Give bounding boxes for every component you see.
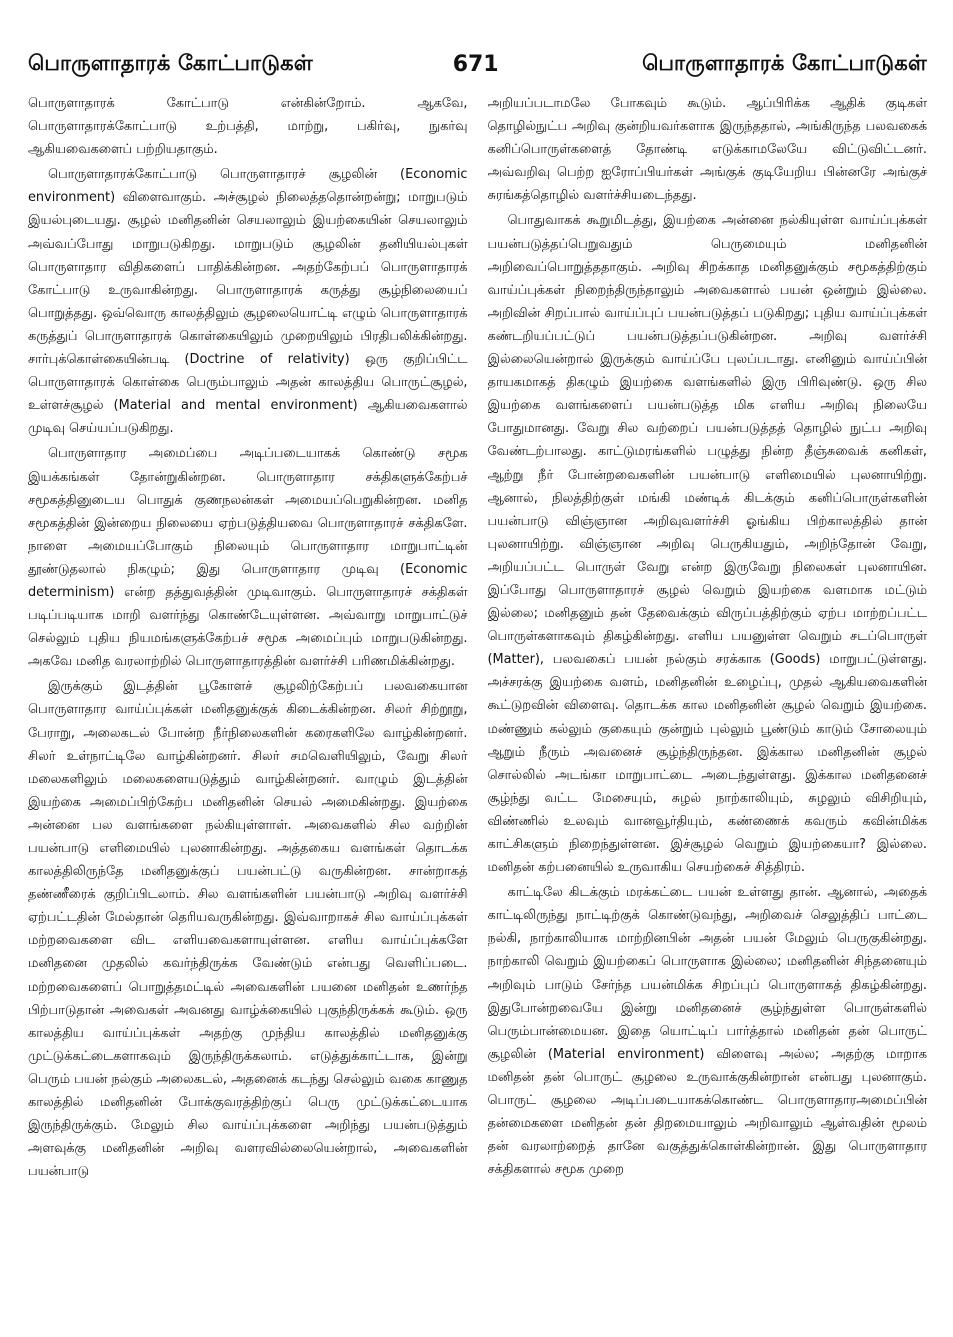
- paragraph: பொருளாதாரக்கோட்பாடு பொருளாதாரச் சூழலின் (Economic environment) விளைவாகும். அச்சூழல் நிலைத்ததொன்றன்று; மாறுபடும் இயல்புடையது. சூழல் மனிதனின் செயலாலும் இயற்கையின் செயலாலும் அவ்வப்போது மாறுபடுகிறது. மாறுபடும் சூழலின் தனியியல்புகள் பொருளாதார விதிகளைப் பாதிக்கின்றன. அதற்கேற்பப் பொருளாதாரக் கோட்பாடு உருவாகின்றது. பொருளாதாரக் கருத்து சூழ்நிலையைப் பொறுத்தது. ஒவ்வொரு காலத்திலும் சூழலையொட்டி எழும் பொருளாதாரக் கருத்துப் பொருளாதாரக் கொள்கையிலும் முறையிலும் பிரதிபலிக்கின்றது. சார்புக்கொள்கையின்படி (Doctrine of relativity) ஒரு குறிப்பிட்ட பொருளாதாரக் கொள்கை பெரும்பாலும் அதன் காலத்திய பொருட்சூழல், உள்ளச்சூழல் (Material and mental environment) ஆகியவைகளால் முடிவு செய்யப்படுகிறது.: [28, 167, 468, 437]
- right-column: [488, 92, 928, 1329]
- page-number: 671: [452, 51, 499, 77]
- paragraph: பொதுவாகக் கூறுமிடத்து, இயற்கை அன்னை நல்கியுள்ள வாய்ப்புக்கள் பயன்படுத்தப்பெறுவதும் பெருமையும் மனிதனின் அறிவைப்பொறுத்ததாகும். அறிவு சிறக்காத மனிதனுக்கும் சமூகத்திற்கும் வாய்ப்புக்கள் நிறைந்திருந்தாலும் அவைகளால் பயன் ஒன்றும் இல்லை. அறிவின் சிறப்பால் வாய்ப்புப் பயன்படுத்தப் படுகிறது; புதிய வாய்ப்புக்கள் கண்டறியப்பட்டுப் பயன்படுத்தப்படுகின்றன. அறிவு வளர்ச்சி இல்லையென்றால் இருக்கும் வாய்ப்பே புலப்படாது. எனினும் வாய்ப்பின் தாயகமாகத் திகழும் இயற்கை வளங்களில் இரு பிரிவுண்டு. ஒரு சில இயற்கை வளங்களைப் பயன்படுத்த மிக எளிய அறிவு நிலையே போதுமானது. வேறு சில வற்றைப் பயன்படுத்தத் தொழில் நுட்ப அறிவு வேண்டற்பாலது. காட்டுமரங்களில் பழுத்து நின்ற தீஞ்சுவைக் கனிகள், ஆற்று நீர் போன்றவைகளின் பயன்பாடு எளிமையில் புலனாயிற்று. ஆனால், நிலத்திற்குள் மங்கி மண்டிக் கிடக்கும் கனிப்பொருள்களின் பயன்பாடு விஞ்ஞான அறிவுவளர்ச்சி ஓங்கிய பிற்காலத்தில் தான் புலனாயிற்று. விஞ்ஞான அறிவு பெருகியதும், அறிந்தோன் வேறு, அறியப்பட்ட பொருள் வேறு என்ற இருவேறு நிலைகள் புலனாயின. இப்போது பொருளாதாரச் சூழல் வெறும் இயற்கை வளமாக மட்டும் இல்லை; மனிதனும் தன் தேவைக்கும் விருப்பத்திற்கும் ஏற்ப மாற்றப்பட்ட பொருள்களாகவும் திகழ்கின்றது. எளிய பயனுள்ள வெறும் சடப்பொருள் (Matter), பலவகைப் பயன் நல்கும் சரக்காக (Goods) மாறுபட்டுள்ளது. அச்சரக்கு இயற்கை வளம், மனிதனின் உழைப்பு, முதல் ஆகியவைகளின் கூட்டுறவின் விளைவு. தொடக்க கால மனிதனின் சூழல் வெறும் இயற்கை. மண்ணும் கல்லும் குகையும் குன்றும் புல்லும் பூண்டும் காடும் சோலையும் ஆறும் நீரும் அவனைச் சூழ்ந்திருந்தன. இக்கால மனிதனின் சூழல் சொல்லில் அடங்கா மாறுபாட்டை அடைந்துள்ளது. இக்கால மனிதனைச் சூழ்ந்து வட்ட மேசையும், சுழல் நாற்காலியும், சுழலும் விசிறியும், விண்ணில் உலவும் வானவூர்தியும், கண்ணைக் கவரும் கவின்மிக்க காட்சிகளும் நிறைந்துள்ளன. இச்சூழல் வெறும் இயற்கையா? இல்லை. மனிதன் கற்பனையில் உருவாகிய செயற்கைச் சித்திரம்.: [487, 213, 927, 876]
- paragraph: காட்டிலே கிடக்கும் மரக்கட்டை பயன் உள்ளது தான். ஆனால், அதைக் காட்டிலிருந்து நாட்டிற்குக் கொண்டுவந்து, அறிவைச் செலுத்திப் பாட்டை நல்கி, நாற்காலியாக மாற்றினபின் அதன் பயன் மேலும் பெருகுகின்றது. நாற்காலி வெறும் இயற்கைப் பொருளாக இல்லை; மனிதனின் சிந்தனையும் அறிவும் பாடும் சேர்ந்த பயன்மிக்க சிறப்புப் பொருளாகத் திகழ்கின்றது. இதுபோன்றவையே இன்று மனிதனைச் சூழ்ந்துள்ள பொருள்களில் பெரும்பான்மையன. இதை யொட்டிப் பார்த்தால் மனிதன் தன் பொருட் சூழலின் (Material environment) விளைவு அல்ல; அதற்கு மாறாக மனிதன் தன் பொருட் சூழலை உருவாக்குகின்றான் என்பது புலனாகும். பொருட் சூழலை அடிப்படையாகக்கொண்ட பொருளாதாரஅமைப்பின் தன்மைகளை மனிதன் தன் திறமையாலும் அறிவாலும் ஆள்வதின் மூலம் தன் வரலாற்றைத் தானே வகுத்துக்கொள்கின்றான். இது பொருளாதார சக்திகளால் சமூக முறை: [487, 885, 927, 1178]
- left-column: [28, 92, 468, 1329]
- running-head-left: பொருளாதாரக் கோட்பாடுகள்: [28, 50, 313, 75]
- paragraph: இருக்கும் இடத்தின் பூகோளச் சூழலிற்கேற்பப் பலவகையான பொருளாதார வாய்ப்புக்கள் மனிதனுக்குக் கிடைக்கின்றன. சிலர் சிற்றூறு, பேராறு, அலைகடல் போன்ற நீர்நிலைகளின் கரைகளிலே வாழ்கின்றனர். சிலர் உள்நாட்டிலே வாழ்கின்றனர். சிலர் சமவெளியிலும், வேறு சிலர் மலைகளிலும் மலைகளையடுத்தும் வாழ்கின்றனர். வாழும் இடத்தின் இயற்கை அமைப்பிற்கேற்ப மனிதனின் செயல் அமைகின்றது. இயற்கை அன்னை பல வளங்களை நல்கியுள்ளாள். அவைகளில் சில வற்றின் பயன்பாடு எளிமையில் புலனாகின்றது. அத்தகைய வளங்கள் தொடக்க காலத்திலிருந்தே மனிதனுக்குப் பயன்பட்டு வருகின்றன. சான்றாகத் தண்ணீரைக் குறிப்பிடலாம். சில வளங்களின் பயன்பாடு அறிவு வளர்ச்சி ஏற்பட்டதின் மேல்தான் தெரியவருகின்றது. இவ்வாறாகச் சில வாய்ப்புக்கள் மற்றவைகளை விட எளியவைகளாயுள்ளன. எளிய வாய்ப்புக்களே மனிதனை முதலில் கவர்ந்திருக்க வேண்டும் என்பது வெளிப்படை. மற்றவைகளைப் பொறுத்தமட்டில் அவைகளின் பயனை மனிதன் உணர்ந்த பிற்பாடுதான் அவைகள் அவனது வாழ்க்கையில் புகுந்திருக்கக் கூடும். ஒரு காலத்திய வாய்ப்புக்கள் அதற்கு முந்திய காலத்தில் மனிதனுக்கு முட்டுக்கட்டைகளாகவும் இருந்திருக்கலாம். எடுத்துக்காட்டாக, இன்று பெரும் பயன் நல்கும் அலைகடல், அதனைக் கடந்து செல்லும் வகை காணுத காலத்தில் மனிதனின் போக்குவரத்திற்குப் பெரு முட்டுக்கட்டையாக இருந்திருக்கும். மேலும் சில வாய்ப்புக்களை அறிந்து பயன்படுத்தும் அளவுக்கு மனிதனின் அறிவு வளரவில்லையென்றால், அவைகளின் பயன்பாடு: [28, 679, 468, 1180]
- paragraph: பொருளாதாரக் கோட்பாடு என்கின்றோம். ஆகவே, பொருளாதாரக்கோட்பாடு உற்பத்தி, மாற்று, பகிர்வு, நுகர்வு ஆகியவைகளைப் பற்றியதாகும்.: [28, 96, 468, 158]
- running-head-right: பொருளாதாரக் கோட்பாடுகள்: [642, 50, 927, 75]
- text-columns: [28, 92, 927, 1329]
- paragraph: பொருளாதார அமைப்பை அடிப்படையாகக் கொண்டு சமூக இயக்கங்கள் தோன்றுகின்றன. பொருளாதார சக்திகளுக்கேற்பச் சமூகத்தினுடைய பொதுக் குணநலன்கள் அமையப்பெறுகின்றன. மனித சமூகத்தின் இன்றைய நிலையை ஏற்படுத்தியவை பொருளாதாரச் சக்திகளே. நாளை அமையப்போகும் நிலையும் பொருளாதார மாறுபாட்டின் தூண்டுதலால் நிகழும்; இது பொருளாதார முடிவு (Economic determinism) என்ற தத்துவத்தின் முடிவாகும். பொருளாதாரச் சக்திகள் படிப்படியாக மாறி வளர்ந்து கொண்டேயுள்ளன. அவ்வாறு மாறுபாட்டுச் செல்லும் புதிய நியமங்களுக்கேற்பச் சமூக அமைப்பும் மாறுபடுகின்றது. அகவே மனித வரலாற்றில் பொருளாதாரத்தின் வளர்ச்சி பரிணமிக்கின்றது.: [28, 446, 468, 670]
- paragraph: அறியப்படாமலே போகவும் கூடும். ஆப்பிரிக்க ஆதிக் குடிகள் தொழில்நுட்ப அறிவு குன்றியவர்களாக இருந்ததால், அங்கிருந்த பலவகைக் கனிப்பொருள்களைத் தோண்டி எடுக்காமலேயே விட்டுவிட்டனர். அவ்வறிவு பெற்ற ஐரோப்பியர்கள் அங்குக் குடியேறிய பின்னரே அங்குச் சுரங்கத்தொழில் வளர்ச்சியடைந்தது.: [487, 96, 927, 204]
- page-header: [28, 44, 927, 84]
